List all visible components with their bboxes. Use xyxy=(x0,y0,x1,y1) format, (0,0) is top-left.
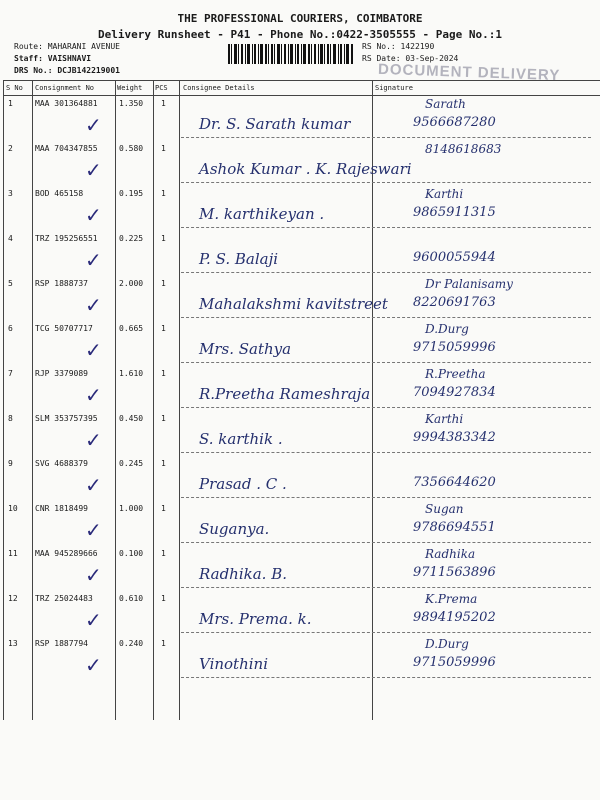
row-signature-phone: 9865911315 xyxy=(413,205,496,220)
row-weight: 0.580 xyxy=(119,144,144,153)
row-sno: 12 xyxy=(8,594,18,603)
row-sno: 4 xyxy=(8,234,13,243)
table-row xyxy=(3,635,600,680)
row-signature-phone: 8220691763 xyxy=(413,295,496,310)
row-signature-phone: 9711563896 xyxy=(413,565,496,580)
row-signature-phone: 9566687280 xyxy=(413,115,496,130)
row-weight: 0.665 xyxy=(119,324,144,333)
company-title: THE PROFESSIONAL COURIERS, COIMBATORE xyxy=(177,12,423,25)
row-sno: 1 xyxy=(8,99,13,108)
row-divider xyxy=(181,497,591,498)
checkmark-icon: ✓ xyxy=(85,428,102,452)
row-consignment-no: TCG 50707717 xyxy=(35,324,93,333)
row-divider xyxy=(181,587,591,588)
header-weight: Weight xyxy=(117,84,143,92)
header-signature: Signature xyxy=(375,84,413,92)
row-sno: 11 xyxy=(8,549,18,558)
checkmark-icon: ✓ xyxy=(85,383,102,407)
row-signature: 8148618683 xyxy=(425,142,502,156)
row-sno: 5 xyxy=(8,279,13,288)
row-consignment-no: SLM 353757395 xyxy=(35,414,98,423)
row-consignment-no: MAA 945289666 xyxy=(35,549,98,558)
row-consignment-no: SVG 4688379 xyxy=(35,459,88,468)
row-consignee-name: Dr. S. Sarath kumar xyxy=(199,115,351,133)
row-pcs: 1 xyxy=(161,234,166,243)
row-consignment-no: MAA 301364881 xyxy=(35,99,98,108)
row-pcs: 1 xyxy=(161,279,166,288)
header-consignment: Consignment No xyxy=(35,84,95,92)
rs-no-value: 1422190 xyxy=(400,42,435,51)
row-sno: 3 xyxy=(8,189,13,198)
row-signature: R.Preetha xyxy=(425,367,486,381)
row-weight: 0.195 xyxy=(119,189,144,198)
rs-date-label: RS Date: xyxy=(362,54,401,63)
drs-label: DRS No.: xyxy=(14,66,53,75)
row-consignee-name: Prasad . C . xyxy=(199,475,287,493)
row-weight: 1.350 xyxy=(119,99,144,108)
runsheet-table xyxy=(3,80,600,720)
row-divider xyxy=(181,137,591,138)
row-consignment-no: TRZ 25024483 xyxy=(35,594,93,603)
row-divider xyxy=(181,317,591,318)
table-row xyxy=(3,545,600,590)
table-top-border xyxy=(3,80,600,81)
row-sno: 13 xyxy=(8,639,18,648)
row-consignee-name: R.Preetha Rameshraja xyxy=(199,385,371,403)
row-signature-phone: 7094927834 xyxy=(413,385,496,400)
route-line xyxy=(14,42,120,51)
row-weight: 1.610 xyxy=(119,369,144,378)
row-consignment-no: RSP 1888737 xyxy=(35,279,88,288)
row-weight: 0.450 xyxy=(119,414,144,423)
row-signature: Sugan xyxy=(425,502,464,516)
checkmark-icon: ✓ xyxy=(85,248,102,272)
row-divider xyxy=(181,677,591,678)
row-consignee-name: Mahalakshmi kavitstreet xyxy=(199,295,388,313)
checkmark-icon: ✓ xyxy=(85,293,102,317)
row-consignee-name: P. S. Balaji xyxy=(199,250,279,268)
document-delivery-stamp: DOCUMENT DELIVERY xyxy=(377,60,561,85)
row-weight: 0.100 xyxy=(119,549,144,558)
table-row xyxy=(3,230,600,275)
staff-line xyxy=(14,54,91,63)
row-signature-phone: 9894195202 xyxy=(413,610,496,625)
table-row xyxy=(3,410,600,455)
row-pcs: 1 xyxy=(161,414,166,423)
row-sno: 8 xyxy=(8,414,13,423)
row-weight: 0.225 xyxy=(119,234,144,243)
row-pcs: 1 xyxy=(161,639,166,648)
row-consignee-name: Vinothini xyxy=(199,655,269,673)
staff-label: Staff: xyxy=(14,54,43,63)
row-divider xyxy=(181,542,591,543)
row-signature-phone: 9600055944 xyxy=(413,250,496,265)
table-row xyxy=(3,590,600,635)
row-consignee-name: Suganya. xyxy=(199,520,270,538)
table-row xyxy=(3,140,600,185)
checkmark-icon: ✓ xyxy=(85,113,102,137)
staff-value: VAISHNAVI xyxy=(47,54,92,63)
runsheet-title: Delivery Runsheet - P41 - Phone No.:0422-3505555 - Page No.:1 xyxy=(98,28,502,41)
row-divider xyxy=(181,272,591,273)
row-sno: 9 xyxy=(8,459,13,468)
drs-line xyxy=(14,66,120,75)
row-pcs: 1 xyxy=(161,99,166,108)
row-weight: 2.000 xyxy=(119,279,144,288)
rs-date-value: 03-Sep-2024 xyxy=(405,54,459,63)
row-consignment-no: RSP 1887794 xyxy=(35,639,88,648)
row-consignment-no: MAA 704347855 xyxy=(35,144,98,153)
row-pcs: 1 xyxy=(161,369,166,378)
table-row xyxy=(3,500,600,545)
row-pcs: 1 xyxy=(161,504,166,513)
row-consignee-name: M. karthikeyan . xyxy=(199,205,325,223)
rs-no-line xyxy=(362,42,434,51)
row-pcs: 1 xyxy=(161,459,166,468)
row-signature-phone: 7356644620 xyxy=(413,475,496,490)
row-weight: 0.245 xyxy=(119,459,144,468)
row-weight: 0.610 xyxy=(119,594,144,603)
row-sno: 10 xyxy=(8,504,18,513)
row-consignment-no: TRZ 195256551 xyxy=(35,234,98,243)
row-divider xyxy=(181,407,591,408)
row-signature: Sarath xyxy=(425,97,466,111)
row-sno: 6 xyxy=(8,324,13,333)
checkmark-icon: ✓ xyxy=(85,653,102,677)
row-consignee-name: Radhika. B. xyxy=(199,565,288,583)
header-sno: S No xyxy=(6,84,23,92)
header-consignee: Consignee Details xyxy=(183,84,255,92)
checkmark-icon: ✓ xyxy=(85,473,102,497)
row-signature: D.Durg xyxy=(425,322,469,336)
table-row xyxy=(3,365,600,410)
checkmark-icon: ✓ xyxy=(85,608,102,632)
row-divider xyxy=(181,227,591,228)
checkmark-icon: ✓ xyxy=(85,203,102,227)
rs-no-label: RS No.: xyxy=(362,42,396,51)
row-signature: Karthi xyxy=(425,412,464,426)
checkmark-icon: ✓ xyxy=(85,518,102,542)
checkmark-icon: ✓ xyxy=(85,563,102,587)
checkmark-icon: ✓ xyxy=(85,158,102,182)
row-divider xyxy=(181,362,591,363)
table-row xyxy=(3,320,600,365)
table-row xyxy=(3,275,600,320)
row-signature: K.Prema xyxy=(425,592,478,606)
header-pcs: PCS xyxy=(155,84,168,92)
route-label: Route: xyxy=(14,42,43,51)
row-weight: 1.000 xyxy=(119,504,144,513)
row-consignment-no: RJP 3379089 xyxy=(35,369,88,378)
row-signature: D.Durg xyxy=(425,637,469,651)
row-signature-phone: 9786694551 xyxy=(413,520,496,535)
row-pcs: 1 xyxy=(161,594,166,603)
row-pcs: 1 xyxy=(161,189,166,198)
row-pcs: 1 xyxy=(161,144,166,153)
row-signature-phone: 9715059996 xyxy=(413,655,496,670)
checkmark-icon: ✓ xyxy=(85,338,102,362)
row-sno: 2 xyxy=(8,144,13,153)
row-signature: Dr Palanisamy xyxy=(425,277,513,291)
table-row xyxy=(3,95,600,140)
row-divider xyxy=(181,182,591,183)
row-consignee-name: Mrs. Prema. k. xyxy=(199,610,312,628)
row-signature-phone: 9994383342 xyxy=(413,430,496,445)
row-divider xyxy=(181,632,591,633)
barcode-image xyxy=(228,44,354,64)
row-sno: 7 xyxy=(8,369,13,378)
row-divider xyxy=(181,452,591,453)
drs-value: DCJB142219001 xyxy=(57,66,120,75)
row-consignee-name: Ashok Kumar . K. Rajeswari xyxy=(199,160,412,178)
row-signature: Radhika xyxy=(425,547,476,561)
route-value: MAHARANI AVENUE xyxy=(47,42,120,51)
row-consignment-no: CNR 1818499 xyxy=(35,504,88,513)
row-signature-phone: 9715059996 xyxy=(413,340,496,355)
table-row xyxy=(3,185,600,230)
table-row xyxy=(3,455,600,500)
row-consignee-name: S. karthik . xyxy=(199,430,283,448)
row-weight: 0.240 xyxy=(119,639,144,648)
row-consignment-no: BOD 465158 xyxy=(35,189,84,198)
row-consignee-name: Mrs. Sathya xyxy=(199,340,292,358)
row-signature: Karthi xyxy=(425,187,464,201)
row-pcs: 1 xyxy=(161,324,166,333)
row-pcs: 1 xyxy=(161,549,166,558)
